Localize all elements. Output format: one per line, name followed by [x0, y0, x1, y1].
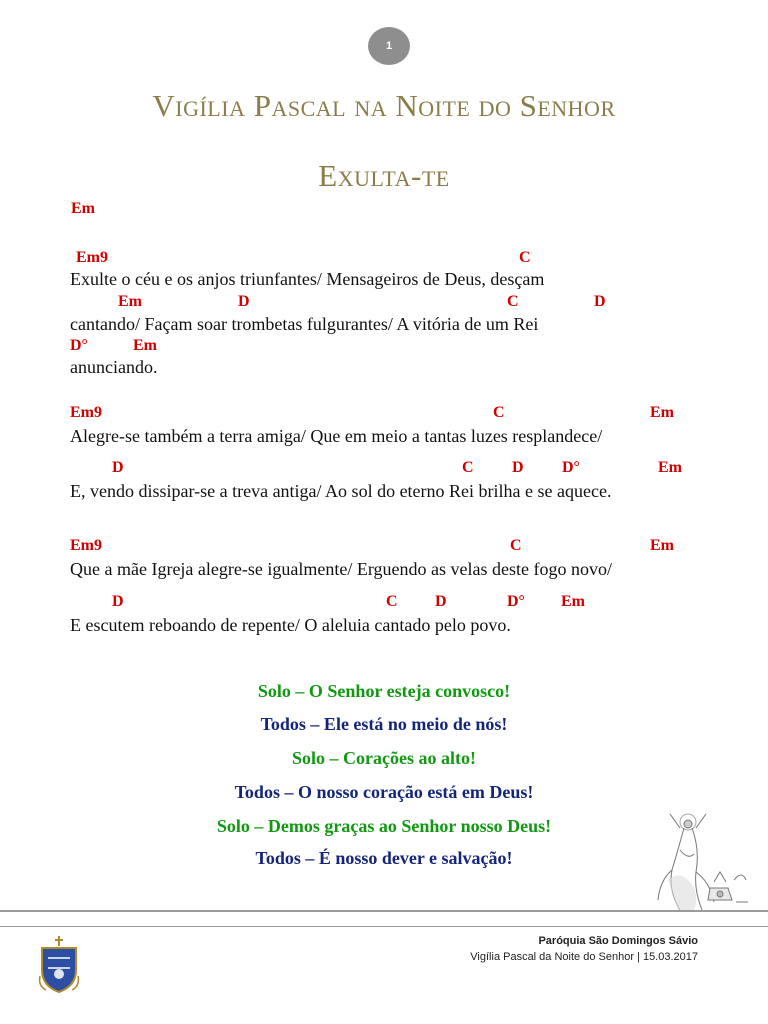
lyric-line: E, vendo dissipar-se a treva antiga/ Ao sol do eterno Rei brilha e se aquece.: [70, 481, 612, 501]
dialogue-solo: Solo – O Senhor esteja convosco!: [257, 681, 511, 701]
lyric-line: cantando/ Façam soar trombetas fulgurantes/ A vitória de um Rei: [70, 314, 539, 334]
chord: D°: [507, 593, 525, 610]
lyric-line: anunciando.: [70, 357, 158, 377]
parish-logo: [34, 934, 84, 996]
chord: D: [512, 459, 524, 476]
chord: Em9: [70, 537, 102, 554]
chord: Em9: [76, 249, 108, 266]
chord: C: [493, 404, 505, 421]
page-title: Vigília Pascal na Noite do Senhor: [152, 88, 616, 123]
chord: D: [112, 593, 124, 610]
chord: Em: [561, 593, 585, 610]
chord: C: [507, 293, 519, 310]
chord: C: [386, 593, 398, 610]
chord: Em: [118, 293, 142, 310]
song-title: Exulta-te: [318, 158, 450, 193]
lyric-line: Exulte o céu e os anjos triunfantes/ Mensageiros de Deus, desçam: [70, 269, 545, 289]
chord: D: [594, 293, 606, 310]
footer-parish: Paróquia São Domingos Sávio: [538, 935, 698, 947]
chord: C: [510, 537, 522, 554]
chord: D: [238, 293, 250, 310]
dialogue-todos: Todos – O nosso coração está em Deus!: [234, 782, 534, 802]
dialogue-solo: Solo – Demos graças ao Senhor nosso Deus!: [216, 816, 552, 836]
chord: Em: [650, 537, 674, 554]
dialogue-todos: Todos – É nosso dever e salvação!: [255, 848, 513, 868]
chord: C: [462, 459, 474, 476]
chord: Em: [658, 459, 682, 476]
page-number-badge: 1: [368, 27, 410, 65]
lyric-line: E escutem reboando de repente/ O aleluia cantado pelo povo.: [70, 615, 511, 635]
chord: D: [112, 459, 124, 476]
footer-divider: [0, 910, 768, 912]
chord: Em: [133, 337, 157, 354]
intro-chord: Em: [71, 200, 95, 217]
chord: Em9: [70, 404, 102, 421]
chord: C: [519, 249, 531, 266]
footer-event: Vigília Pascal da Noite do Senhor | 15.03.2017: [470, 951, 698, 963]
dialogue-solo: Solo – Corações ao alto!: [292, 748, 476, 768]
chord: D: [435, 593, 447, 610]
chord: D°: [562, 459, 580, 476]
lyric-line: Alegre-se também a terra amiga/ Que em meio a tantas luzes resplandece/: [70, 426, 603, 446]
footer-divider: [0, 926, 768, 927]
lyric-line: Que a mãe Igreja alegre-se igualmente/ Erguendo as velas deste fogo novo/: [70, 559, 612, 579]
risen-christ-illustration: [650, 810, 750, 915]
dialogue-todos: Todos – Ele está no meio de nós!: [260, 714, 508, 734]
chord: Em: [650, 404, 674, 421]
chord: D°: [70, 337, 88, 354]
